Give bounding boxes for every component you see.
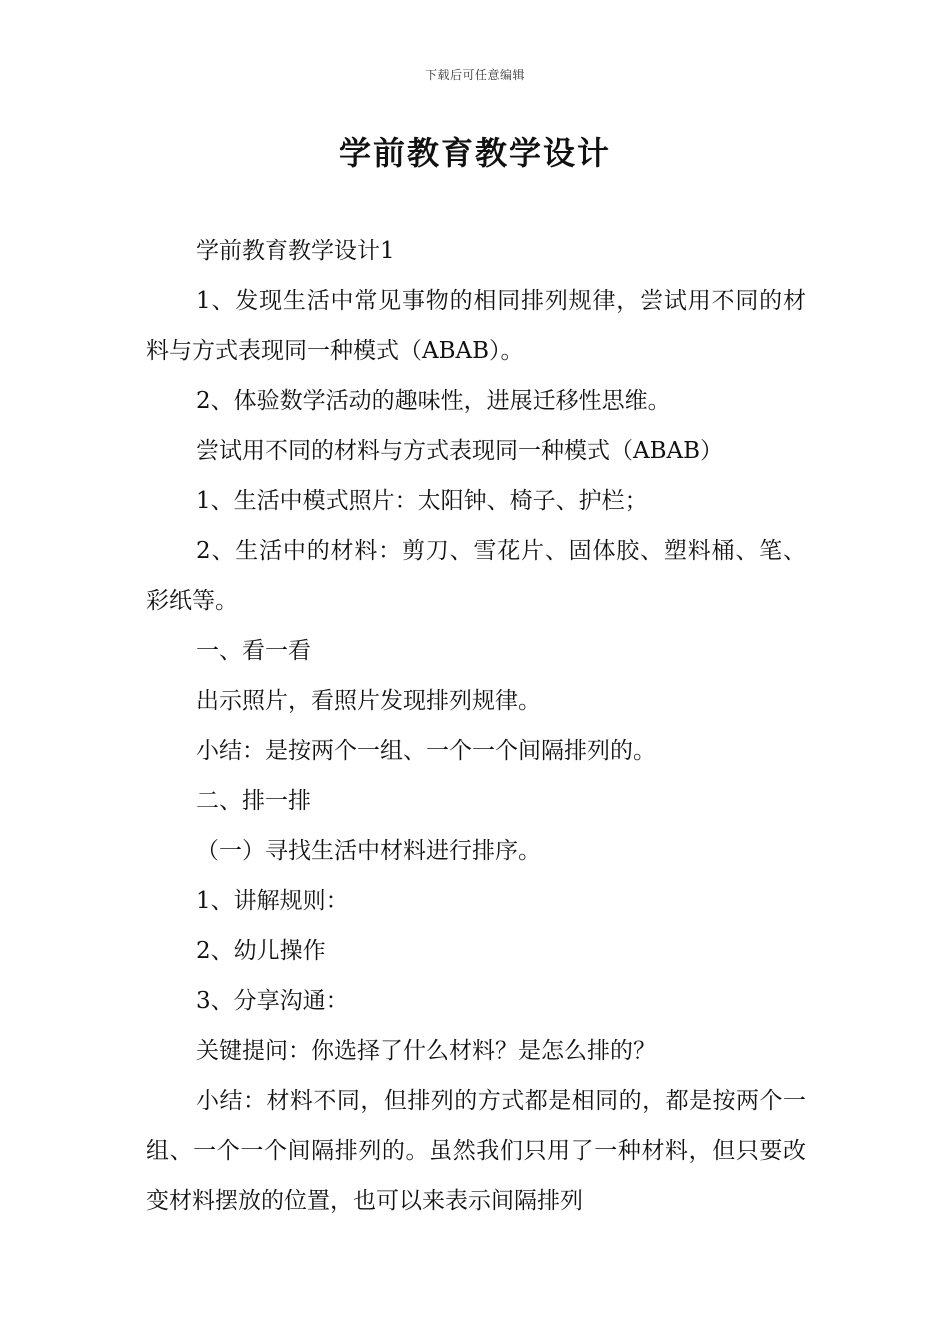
paragraph-14: 3、分享沟通：	[196, 988, 349, 1014]
paragraph-7: 一、看一看	[196, 638, 311, 664]
paragraph-12: 1、讲解规则：	[196, 888, 349, 914]
paragraph-6: 2、生活中的材料：剪刀、雪花片、固体胶、塑料桶、笔、彩纸等。	[146, 538, 806, 614]
paragraph-4: 尝试用不同的材料与方式表现同一种模式（ABAB）	[196, 438, 724, 464]
paragraph-9: 小结：是按两个一组、一个一个间隔排列的。	[196, 738, 656, 764]
paragraph-15: 关键提问：你选择了什么材料？是怎么排的？	[196, 1038, 656, 1064]
paragraph-8: 出示照片，看照片发现排列规律。	[196, 688, 541, 714]
paragraph-3: 2、体验数学活动的趣味性，进展迁移性思维。	[196, 388, 671, 414]
paragraph-16: 小结：材料不同，但排列的方式都是相同的，都是按两个一组、一个一个间隔排列的。虽然我们只用了一种材料，但只要改变材料摆放的位置，也可以来表示间隔排列	[146, 1088, 806, 1214]
paragraph-2: 1、发现生活中常见事物的相同排列规律，尝试用不同的材料与方式表现同一种模式（ABAB）。	[146, 288, 806, 364]
paragraph-5: 1、生活中模式照片：太阳钟、椅子、护栏；	[196, 488, 648, 514]
paragraph-13: 2、幼儿操作	[196, 938, 326, 964]
paragraph-11: （一）寻找生活中材料进行排序。	[196, 838, 541, 864]
header-note: 下载后可任意编辑	[424, 68, 525, 82]
paragraph-1: 学前教育教学设计1	[196, 238, 395, 264]
document-title: 学前教育教学设计	[338, 134, 611, 172]
paragraph-10: 二、排一排	[196, 788, 311, 814]
document-body	[146, 226, 806, 1226]
